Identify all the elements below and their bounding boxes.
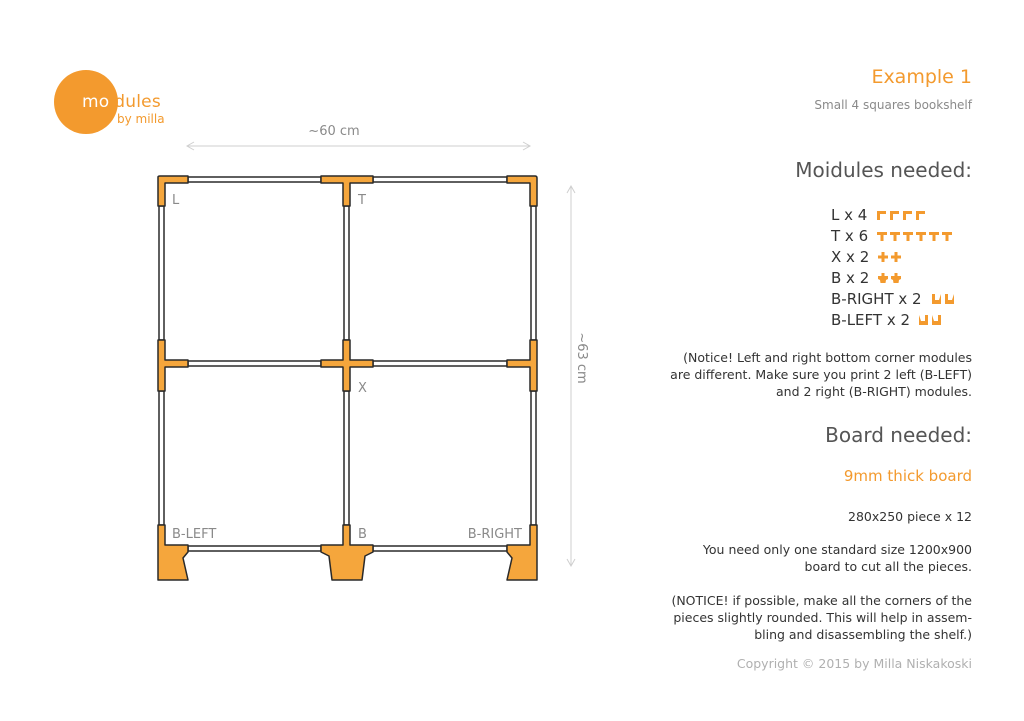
l-module bbox=[507, 176, 537, 206]
module-icons bbox=[877, 272, 902, 284]
label-l: L bbox=[172, 193, 180, 208]
board-heading: Board needed: bbox=[825, 423, 972, 447]
board bbox=[531, 206, 536, 340]
logo-tagline: by milla bbox=[117, 112, 165, 126]
height-dimension bbox=[567, 186, 575, 566]
example-title: Example 1 bbox=[871, 66, 972, 88]
module-icons bbox=[875, 209, 926, 221]
board bbox=[188, 177, 321, 182]
b-left-module-icon bbox=[918, 314, 930, 326]
label-b-right: B-RIGHT bbox=[467, 527, 522, 542]
board bbox=[531, 391, 536, 525]
t-module-icon bbox=[889, 230, 901, 242]
module-label: X x 2 bbox=[831, 247, 870, 266]
t-module-icon bbox=[876, 230, 888, 242]
board-notice: (NOTICE! if possible, make all the corners of the pieces slightly rounded. This will help in assem- bling and disassembling the shelf.) bbox=[671, 593, 972, 642]
module-icons bbox=[876, 230, 953, 242]
b-module-icon bbox=[890, 272, 902, 284]
board bbox=[188, 361, 321, 366]
module-icons bbox=[877, 251, 902, 263]
b-module-icon bbox=[877, 272, 889, 284]
board bbox=[344, 391, 349, 525]
board-piece: 280x250 piece x 12 bbox=[848, 509, 972, 524]
module-row bbox=[831, 246, 955, 267]
t-module-icon bbox=[915, 230, 927, 242]
board bbox=[159, 206, 164, 340]
copyright: Copyright © 2015 by Milla Niskakoski bbox=[736, 656, 972, 671]
module-row bbox=[831, 267, 955, 288]
label-b-left: B-LEFT bbox=[172, 527, 217, 542]
label-b: B bbox=[358, 527, 367, 542]
x-module-icon bbox=[877, 251, 889, 263]
logo-wordmark: moidules bbox=[82, 92, 161, 112]
module-row bbox=[831, 288, 955, 309]
board bbox=[373, 546, 507, 551]
t-module-icon bbox=[941, 230, 953, 242]
l-module-icon bbox=[875, 209, 887, 221]
board bbox=[373, 177, 507, 182]
module-label: B x 2 bbox=[831, 268, 870, 287]
label-t: T bbox=[358, 193, 366, 208]
x-module-icon bbox=[890, 251, 902, 263]
b-right-module-icon bbox=[943, 293, 955, 305]
board-standard: You need only one standard size 1200x900 board to cut all the pieces. bbox=[702, 542, 972, 574]
b-left-module-icon bbox=[931, 314, 943, 326]
label-x: X bbox=[358, 381, 367, 396]
module-row bbox=[831, 309, 955, 330]
height-label: ~63 cm bbox=[574, 332, 589, 384]
module-label: L x 4 bbox=[831, 205, 868, 224]
width-dimension bbox=[187, 142, 530, 150]
board bbox=[373, 361, 507, 366]
l-module-icon bbox=[901, 209, 913, 221]
board bbox=[159, 391, 164, 525]
modules-list bbox=[831, 204, 955, 330]
board-type: 9mm thick board bbox=[843, 467, 972, 485]
l-module-icon bbox=[888, 209, 900, 221]
module-row bbox=[831, 225, 955, 246]
module-label: T x 6 bbox=[831, 226, 869, 245]
t-module bbox=[158, 340, 188, 391]
board bbox=[344, 206, 349, 340]
module-label: B-LEFT x 2 bbox=[831, 310, 911, 329]
board bbox=[188, 546, 321, 551]
t-module bbox=[507, 340, 537, 391]
b-right-module-icon bbox=[930, 293, 942, 305]
l-module-icon bbox=[914, 209, 926, 221]
modules-heading: Moidules needed: bbox=[795, 158, 972, 182]
modules-notice: (Notice! Left and right bottom corner modules are different. Make sure you print 2 left (B-LEFT) and 2 right (B-RIGHT) modules. bbox=[670, 350, 972, 399]
width-label: ~60 cm bbox=[308, 124, 360, 139]
t-module-icon bbox=[928, 230, 940, 242]
module-icons bbox=[918, 314, 943, 326]
example-subtitle: Small 4 squares bookshelf bbox=[814, 98, 972, 112]
t-module-icon bbox=[902, 230, 914, 242]
module-row bbox=[831, 204, 955, 225]
module-icons bbox=[930, 293, 955, 305]
module-label: B-RIGHT x 2 bbox=[831, 289, 922, 308]
